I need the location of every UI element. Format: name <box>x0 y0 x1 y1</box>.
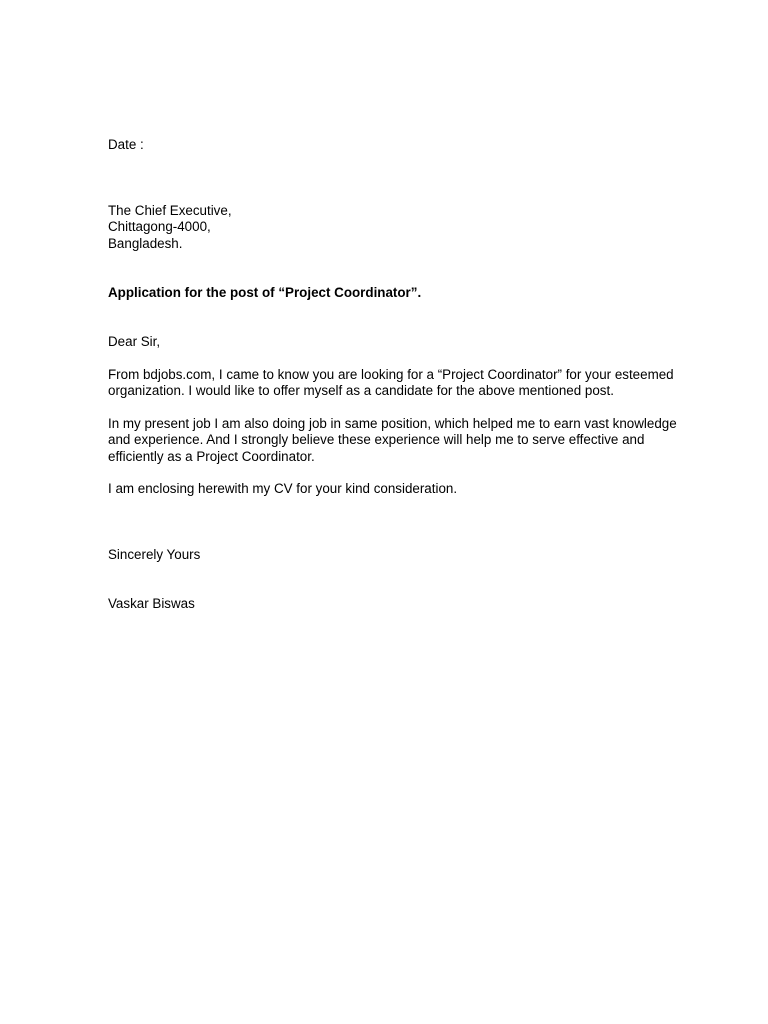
letter-subject: Application for the post of “Project Coordinator”. <box>108 285 422 300</box>
paragraph-3: I am enclosing herewith my CV for your kind consideration. <box>108 481 458 496</box>
recipient-line-3: Bangladesh. <box>108 235 183 251</box>
recipient-address <box>108 203 708 252</box>
paragraph-2 <box>108 416 708 465</box>
date-label: Date : <box>108 137 144 152</box>
recipient-line-1: The Chief Executive, <box>108 203 232 218</box>
salutation: Dear Sir, <box>108 334 161 349</box>
paragraph-1-line-1: From bdjobs.com, I came to know you are looking for a “Project Coordinator” for your esteemed <box>108 367 674 382</box>
signature-name: Vaskar Biswas <box>108 596 195 611</box>
closing: Sincerely Yours <box>108 547 201 562</box>
recipient-line-2: Chittagong-4000, <box>108 219 211 235</box>
paragraph-1 <box>108 367 708 400</box>
paragraph-2-line-3: efficiently as a Project Coordinator. <box>108 448 315 464</box>
paragraph-1-line-2: organization. I would like to offer myself as a candidate for the above mentioned post. <box>108 383 614 399</box>
paragraph-2-line-1: In my present job I am also doing job in same position, which helped me to earn vast knowledge <box>108 416 677 431</box>
paragraph-2-line-2: and experience. And I strongly believe these experience will help me to serve effective and <box>108 432 645 448</box>
